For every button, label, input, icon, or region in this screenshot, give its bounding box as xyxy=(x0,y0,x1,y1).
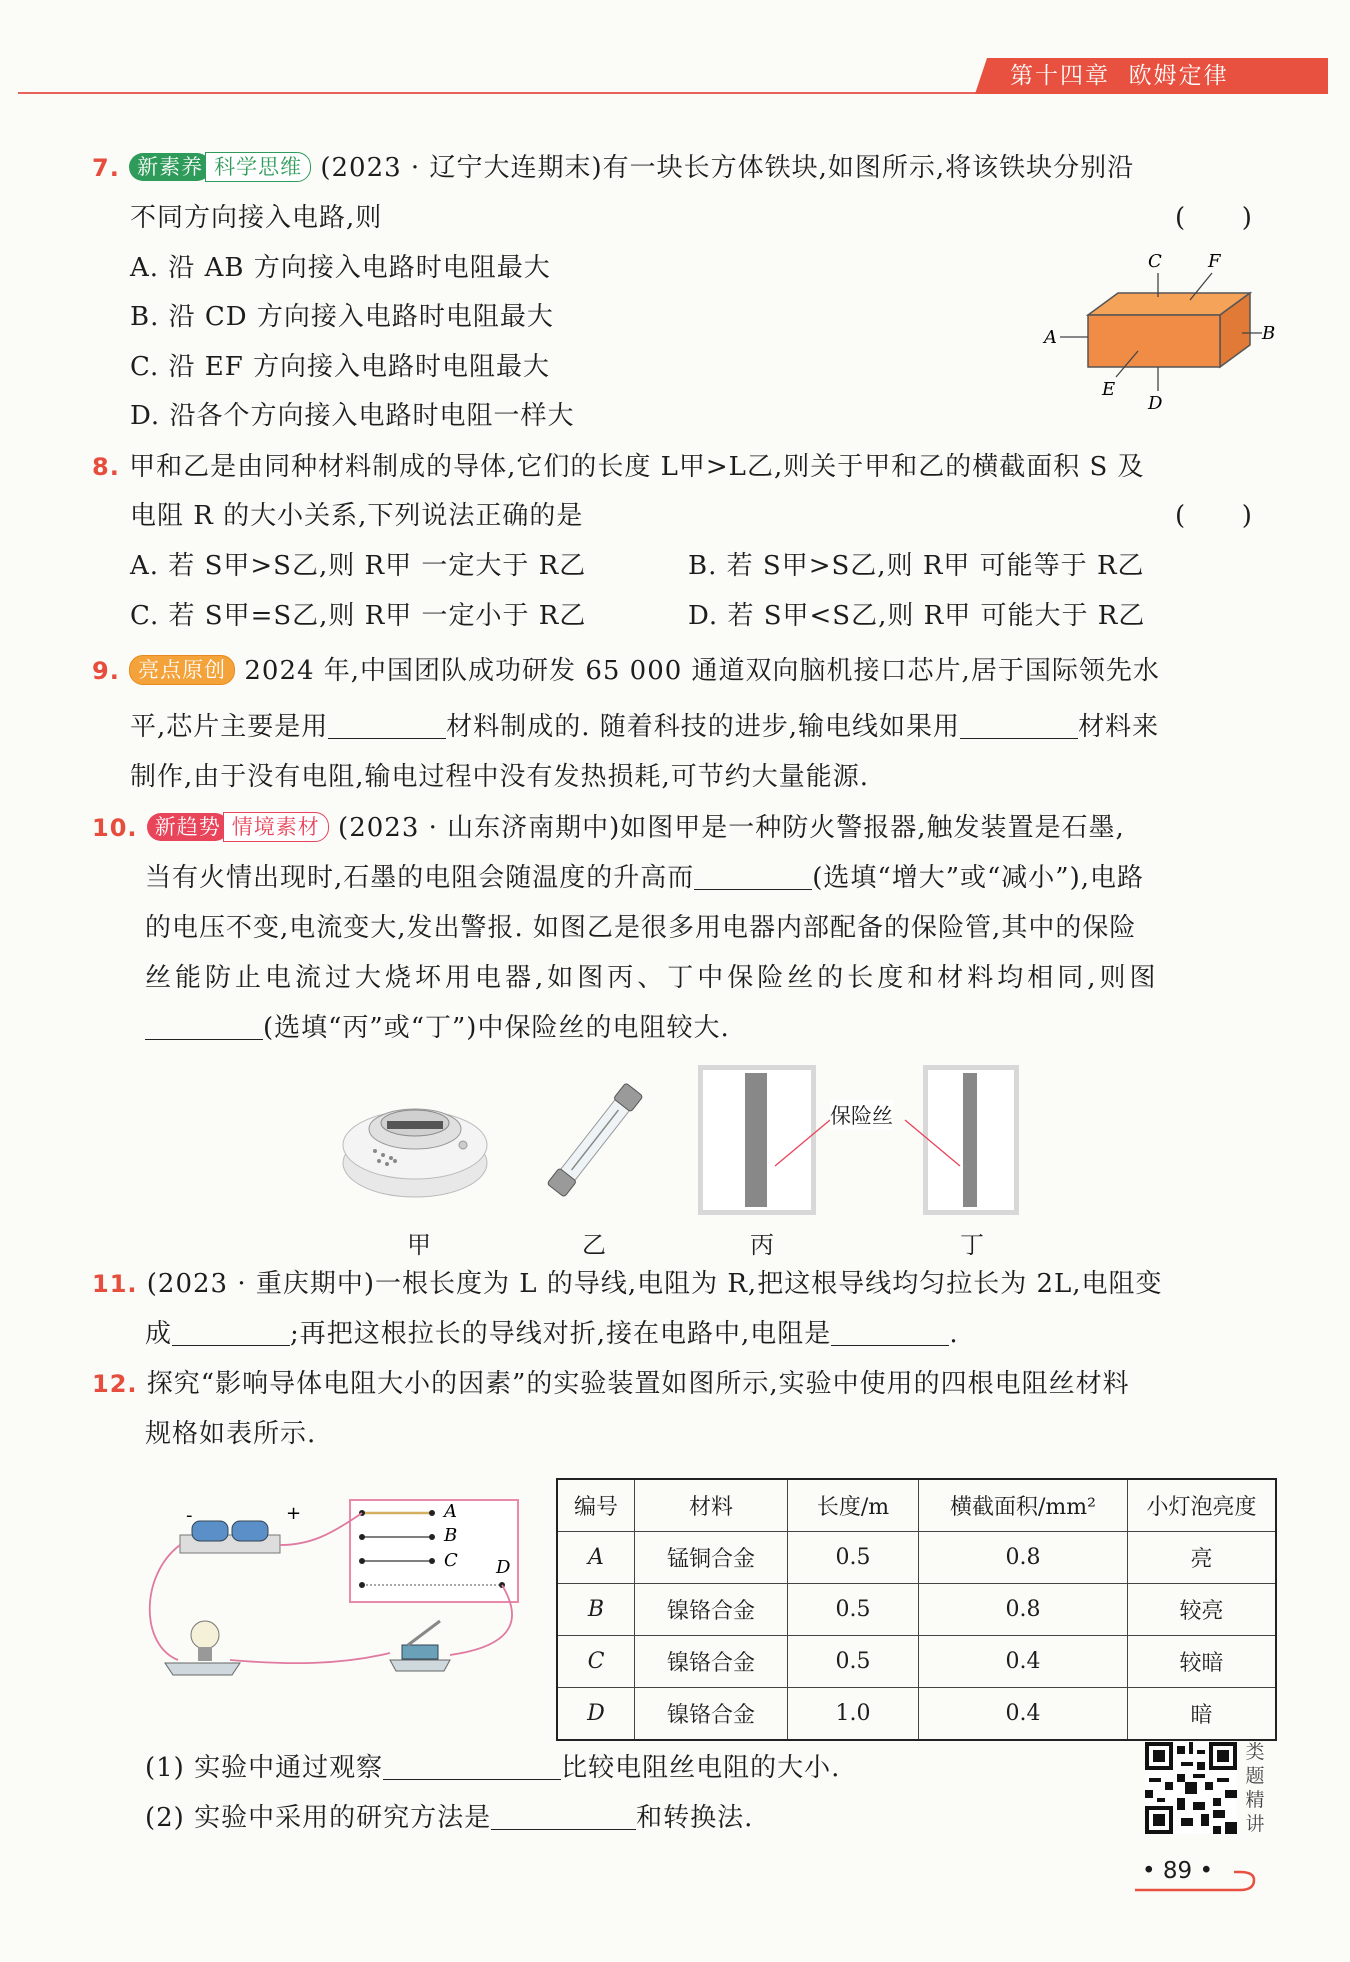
q12-sub2-text-b: 和转换法. xyxy=(636,1803,754,1833)
q10-line5 xyxy=(145,1012,730,1044)
q11-text-b: ;再把这根拉长的导线对折,接在电路中,电阻是 xyxy=(290,1319,832,1349)
q11-text-a: 成 xyxy=(145,1319,173,1349)
q12-material-table xyxy=(556,1478,1277,1741)
table-cell: 0.5 xyxy=(788,1636,919,1688)
q8-line1 xyxy=(92,451,1145,483)
table-cell: 0.5 xyxy=(788,1532,919,1584)
label-b: B xyxy=(1262,323,1276,344)
q12-sub1 xyxy=(145,1752,840,1784)
qr-code[interactable] xyxy=(1145,1742,1237,1834)
qr-label-char: 题 xyxy=(1245,1765,1265,1787)
q10-source: (2023 · 山东济南期中)如图甲是一种防火警报器,触发装置是石墨, xyxy=(338,813,1125,843)
caption-ding: 丁 xyxy=(960,1231,984,1259)
chapter-title: 第十四章 欧姆定律 xyxy=(1010,63,1229,89)
caption-yi: 乙 xyxy=(582,1231,606,1259)
q7-option-d: D. 沿各个方向接入电路时电阻一样大 xyxy=(130,401,575,431)
q9-line1 xyxy=(92,655,1160,687)
resistance-wire-board xyxy=(350,1500,518,1602)
q9-text-a: 平,芯片主要是用 xyxy=(130,712,329,742)
wire-label-c: C xyxy=(444,1550,458,1571)
table-cell: B xyxy=(557,1584,635,1636)
table-header: 横截面积/mm² xyxy=(919,1479,1128,1532)
q11-line1 xyxy=(92,1268,1163,1300)
label-f: F xyxy=(1208,251,1221,272)
q12-blank-2[interactable] xyxy=(491,1803,636,1830)
bulb xyxy=(191,1621,219,1649)
q9-text-b: 材料制成的. 随着科技的进步,输电线如果用 xyxy=(446,712,961,742)
table-cell: 1.0 xyxy=(788,1688,919,1741)
table-cell: 暗 xyxy=(1128,1688,1277,1741)
q9-blank-1[interactable] xyxy=(328,712,446,739)
q8-answer-paren: ( ) xyxy=(1175,501,1253,531)
q9-line2 xyxy=(130,711,1159,743)
table-cell: 较亮 xyxy=(1128,1584,1277,1636)
q10-tag-context: 情境素材 xyxy=(223,812,329,842)
battery-minus: - xyxy=(186,1505,193,1526)
q12-line1 xyxy=(92,1368,1130,1400)
block-front-face xyxy=(1088,315,1220,367)
table-header-row xyxy=(557,1479,1276,1532)
label-c: C xyxy=(1148,251,1162,272)
smoke-alarm-figure xyxy=(335,1085,495,1205)
q12-sub2-text-a: (2) 实验中采用的研究方法是 xyxy=(145,1803,492,1833)
q10-blank-1[interactable] xyxy=(694,863,812,890)
q7-line2: 不同方向接入电路,则 xyxy=(130,203,383,233)
q12-blank-1[interactable] xyxy=(383,1753,561,1780)
caption-bing: 丙 xyxy=(750,1231,774,1259)
q8-option-d: D. 若 S甲<S乙,则 R甲 可能大于 R乙 xyxy=(688,601,1146,631)
table-cell: 0.4 xyxy=(919,1688,1128,1741)
fuse-label: 保险丝 xyxy=(830,1100,893,1130)
q10-line4: 丝能防止电流过大烧坏用电器,如图丙、丁中保险丝的长度和材料均相同,则图 xyxy=(145,963,1160,993)
q10-number: 10. xyxy=(92,814,138,842)
q7-option-a: A. 沿 AB 方向接入电路时电阻最大 xyxy=(130,253,551,283)
table-row xyxy=(557,1584,1276,1636)
switch-base xyxy=(390,1660,450,1671)
q9-stem: 2024 年,中国团队成功研发 65 000 通道双向脑机接口芯片,居于国际领先水 xyxy=(244,656,1160,686)
table-cell: 锰铜合金 xyxy=(635,1532,788,1584)
wire-label-d: D xyxy=(496,1557,511,1578)
table-header: 编号 xyxy=(557,1479,635,1532)
q12-stem: 探究“影响导体电阻大小的因素”的实验装置如图所示,实验中使用的四根电阻丝材料 xyxy=(146,1369,1130,1399)
qr-label-char: 精 xyxy=(1245,1789,1265,1811)
q10-text-a: 当有火情出现时,石墨的电阻会随温度的升高而 xyxy=(145,863,695,893)
bulb-base xyxy=(165,1663,240,1675)
q12-circuit-figure xyxy=(140,1495,530,1705)
q10-line1 xyxy=(92,812,1125,844)
q12-sub1-text-a: (1) 实验中通过观察 xyxy=(145,1753,384,1783)
table-cell: 镍铬合金 xyxy=(635,1688,788,1741)
q12-number: 12. xyxy=(92,1370,138,1398)
table-cell: 0.4 xyxy=(919,1636,1128,1688)
page-number: • 89 • xyxy=(1142,1858,1214,1884)
q7-source: (2023 · 辽宁大连期末)有一块长方体铁块,如图所示,将该铁块分别沿 xyxy=(320,153,1135,183)
q8-option-a: A. 若 S甲>S乙,则 R甲 一定大于 R乙 xyxy=(130,551,587,581)
table-cell: D xyxy=(557,1688,635,1741)
q10-text-b: (选填“增大”或“减小”),电路 xyxy=(812,863,1144,893)
table-row xyxy=(557,1688,1276,1741)
q8-option-c: C. 若 S甲=S乙,则 R甲 一定小于 R乙 xyxy=(130,601,587,631)
q11-blank-1[interactable] xyxy=(172,1319,290,1346)
q7-option-b: B. 沿 CD 方向接入电路时电阻最大 xyxy=(130,302,554,332)
q9-blank-2[interactable] xyxy=(960,712,1078,739)
q7-option-c: C. 沿 EF 方向接入电路时电阻最大 xyxy=(130,352,551,382)
q8-stem: 甲和乙是由同种材料制成的导体,它们的长度 L甲>L乙,则关于甲和乙的横截面积 S 及 xyxy=(129,452,1145,482)
q7-iron-block-figure xyxy=(1040,245,1280,420)
q9-number: 9. xyxy=(92,657,120,685)
table-header: 小灯泡亮度 xyxy=(1128,1479,1277,1532)
qr-label-char: 讲 xyxy=(1245,1813,1265,1835)
q11-line2 xyxy=(145,1318,959,1350)
table-cell: 0.8 xyxy=(919,1532,1128,1584)
q12-line2: 规格如表所示. xyxy=(145,1419,317,1449)
table-cell: 0.5 xyxy=(788,1584,919,1636)
table-cell: 镍铬合金 xyxy=(635,1584,788,1636)
q7-number: 7. xyxy=(92,154,120,182)
fuse-tube-figure xyxy=(535,1075,655,1205)
q9-line3: 制作,由于没有电阻,输电过程中没有发热损耗,可节约大量能源. xyxy=(130,762,870,792)
table-cell: 较暗 xyxy=(1128,1636,1277,1688)
label-a: A xyxy=(1044,327,1057,348)
q9-text-c: 材料来 xyxy=(1078,712,1160,742)
qr-label xyxy=(1243,1740,1267,1836)
q7-tag-science-thinking: 科学思维 xyxy=(205,152,311,182)
q11-stem: (2023 · 重庆期中)一根长度为 L 的导线,电阻为 R,把这根导线均匀拉长为 2L,电阻变 xyxy=(146,1269,1163,1299)
table-header: 材料 xyxy=(635,1479,788,1532)
q10-tag-trend: 新趋势 xyxy=(147,813,229,841)
battery-plus: + xyxy=(286,1503,302,1524)
q8-line2: 电阻 R 的大小关系,下列说法正确的是 xyxy=(130,501,584,531)
q7-line1 xyxy=(92,152,1134,184)
q11-text-c: . xyxy=(949,1319,959,1349)
q9-tag-original: 亮点原创 xyxy=(129,655,235,685)
q12-sub2 xyxy=(145,1802,753,1834)
q8-number: 8. xyxy=(92,453,120,481)
q11-number: 11. xyxy=(92,1270,138,1298)
table-row xyxy=(557,1636,1276,1688)
q10-line2 xyxy=(145,862,1144,894)
wire-label-b: B xyxy=(444,1525,458,1546)
q7-answer-paren: ( ) xyxy=(1175,203,1253,233)
q7-tag-new-literacy: 新素养 xyxy=(129,153,211,181)
q11-blank-2[interactable] xyxy=(831,1319,949,1346)
q12-sub1-text-b: 比较电阻丝电阻的大小. xyxy=(561,1753,841,1783)
wire-label-a: A xyxy=(444,1501,457,1522)
qr-label-char: 类 xyxy=(1245,1741,1265,1763)
q10-text-c: (选填“丙”或“丁”)中保险丝的电阻较大. xyxy=(263,1013,730,1043)
table-cell: A xyxy=(557,1532,635,1584)
table-cell: 0.8 xyxy=(919,1584,1128,1636)
q10-line3: 的电压不变,电流变大,发出警报. 如图乙是很多用电器内部配备的保险管,其中的保险 xyxy=(145,913,1137,943)
table-cell: C xyxy=(557,1636,635,1688)
table-cell: 亮 xyxy=(1128,1532,1277,1584)
table-cell: 镍铬合金 xyxy=(635,1636,788,1688)
caption-jia: 甲 xyxy=(407,1231,431,1259)
label-e: E xyxy=(1102,379,1116,400)
label-d: D xyxy=(1148,393,1163,414)
table-header: 长度/m xyxy=(788,1479,919,1532)
q10-blank-2[interactable] xyxy=(145,1013,263,1040)
q8-option-b: B. 若 S甲>S乙,则 R甲 可能等于 R乙 xyxy=(688,551,1145,581)
page-number-decoration xyxy=(1130,1868,1260,1898)
table-row xyxy=(557,1532,1276,1584)
